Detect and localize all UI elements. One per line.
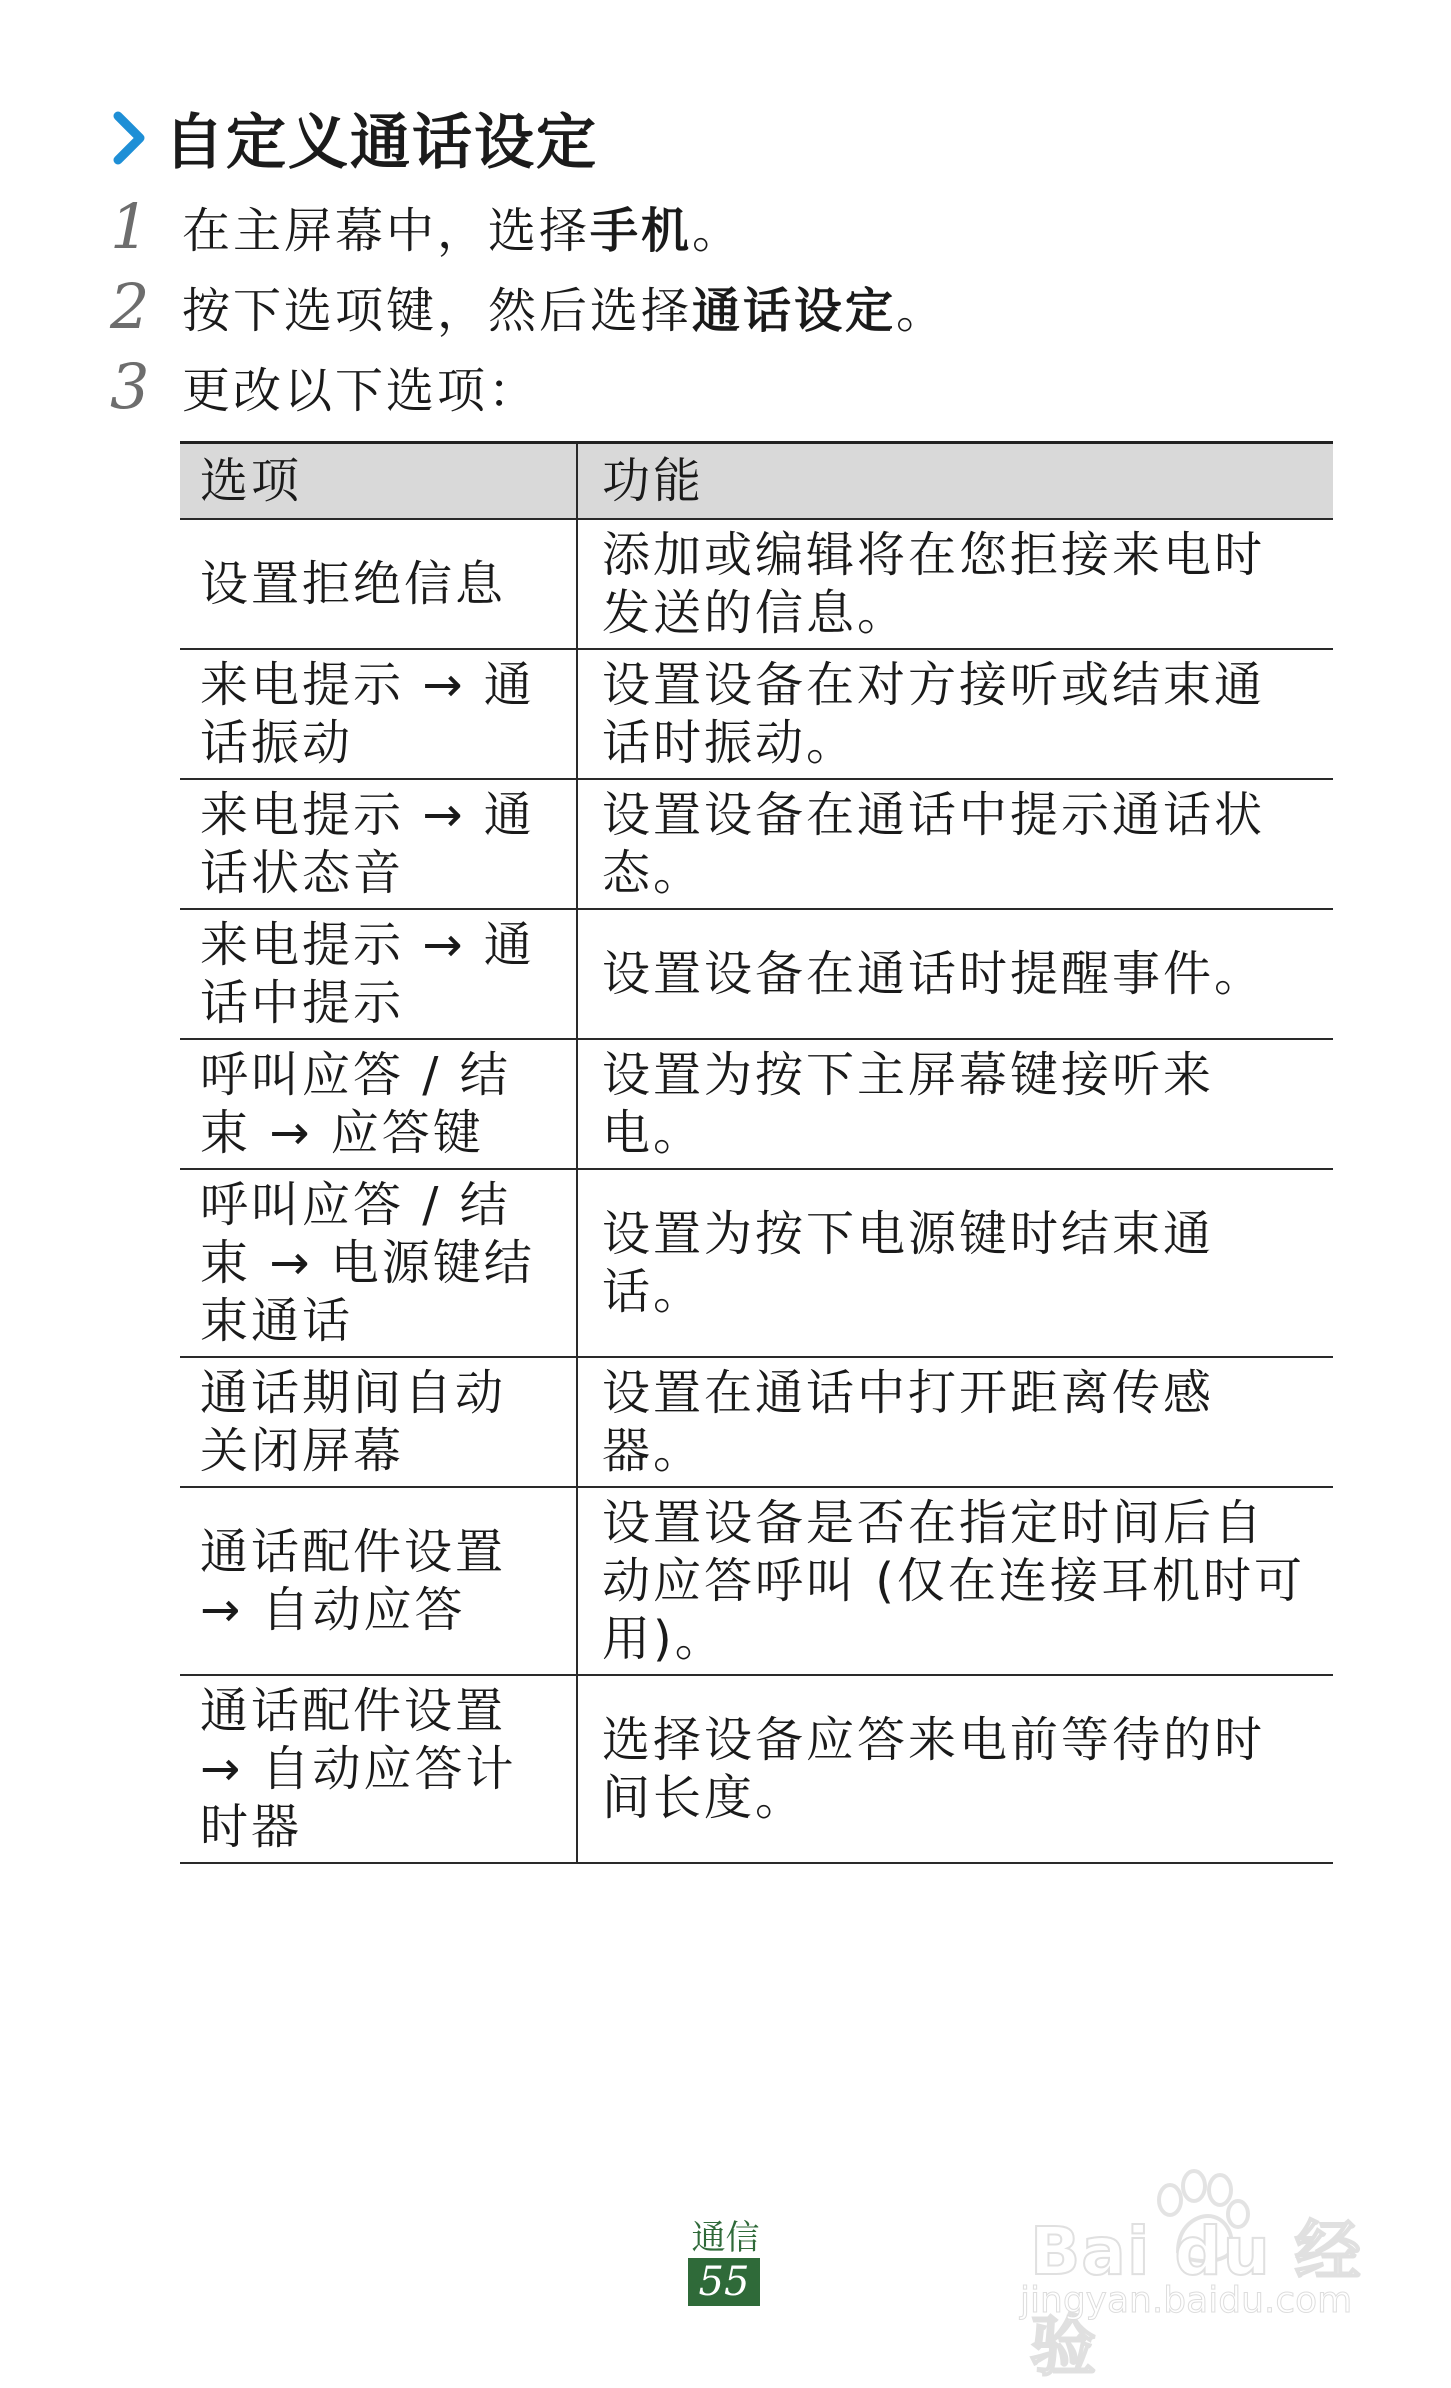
function-cell: 选择设备应答来电前等待的时间长度。 — [577, 1675, 1333, 1863]
step-number: 3 — [110, 349, 150, 423]
step-bold-term: 手机 — [590, 202, 693, 259]
step-number: 2 — [110, 269, 150, 343]
option-cell: 呼叫应答 / 结束 → 应答键 — [180, 1039, 577, 1169]
options-table — [180, 441, 1333, 1864]
step-item — [110, 266, 947, 346]
table-row — [180, 779, 1333, 909]
option-cell: 来电提示 → 通话状态音 — [180, 779, 577, 909]
header-function: 功能 — [577, 443, 1333, 520]
function-cell: 设置在通话中打开距离传感器。 — [577, 1357, 1333, 1487]
function-cell: 设置设备在对方接听或结束通话时振动。 — [577, 649, 1333, 779]
function-cell: 添加或编辑将在您拒接来电时发送的信息。 — [577, 519, 1333, 649]
function-cell: 设置设备在通话中提示通话状态。 — [577, 779, 1333, 909]
table-row — [180, 909, 1333, 1039]
watermark-brand: Bai du 经验 — [1030, 2213, 1362, 2385]
step-item — [110, 346, 947, 426]
option-cell: 通话期间自动关闭屏幕 — [180, 1357, 577, 1487]
table-row — [180, 649, 1333, 779]
page-number: 55 — [688, 2258, 760, 2306]
table-row — [180, 519, 1333, 649]
function-cell: 设置设备在通话时提醒事件。 — [577, 909, 1333, 1039]
step-text: 按下选项键，然后选择通话设定。 — [182, 282, 948, 339]
function-cell: 设置为按下主屏幕键接听来电。 — [577, 1039, 1333, 1169]
watermark-url: jingyan.baidu.com — [1020, 2280, 1353, 2321]
baidu-watermark — [1020, 2160, 1380, 2385]
section-title: 自定义通话设定 — [164, 108, 598, 178]
function-cell: 设置为按下电源键时结束通话。 — [577, 1169, 1333, 1357]
option-cell: 通话配件设置 → 自动应答 — [180, 1487, 577, 1675]
footer-section-label: 通信 — [691, 2218, 760, 2258]
step-number: 1 — [110, 189, 150, 263]
function-cell: 设置设备是否在指定时间后自动应答呼叫 (仅在连接耳机时可用)。 — [577, 1487, 1333, 1675]
step-text: 在主屏幕中，选择手机。 — [182, 202, 744, 259]
table-header-row — [180, 443, 1333, 520]
option-cell: 通话配件设置 → 自动应答计时器 — [180, 1675, 577, 1863]
step-item — [110, 186, 947, 266]
table-row — [180, 1487, 1333, 1675]
table-row — [180, 1357, 1333, 1487]
option-cell: 设置拒绝信息 — [180, 519, 577, 649]
option-cell: 来电提示 → 通话中提示 — [180, 909, 577, 1039]
section-heading — [110, 98, 598, 178]
table-row — [180, 1675, 1333, 1863]
table-row — [180, 1039, 1333, 1169]
step-list — [110, 186, 947, 426]
header-option: 选项 — [180, 443, 577, 520]
option-cell: 来电提示 → 通话振动 — [180, 649, 577, 779]
table-row — [180, 1169, 1333, 1357]
chevron-right-icon — [110, 110, 150, 166]
step-text: 更改以下选项： — [182, 362, 540, 419]
option-cell: 呼叫应答 / 结束 → 电源键结束通话 — [180, 1169, 577, 1357]
step-bold-term: 通话设定 — [692, 282, 897, 339]
